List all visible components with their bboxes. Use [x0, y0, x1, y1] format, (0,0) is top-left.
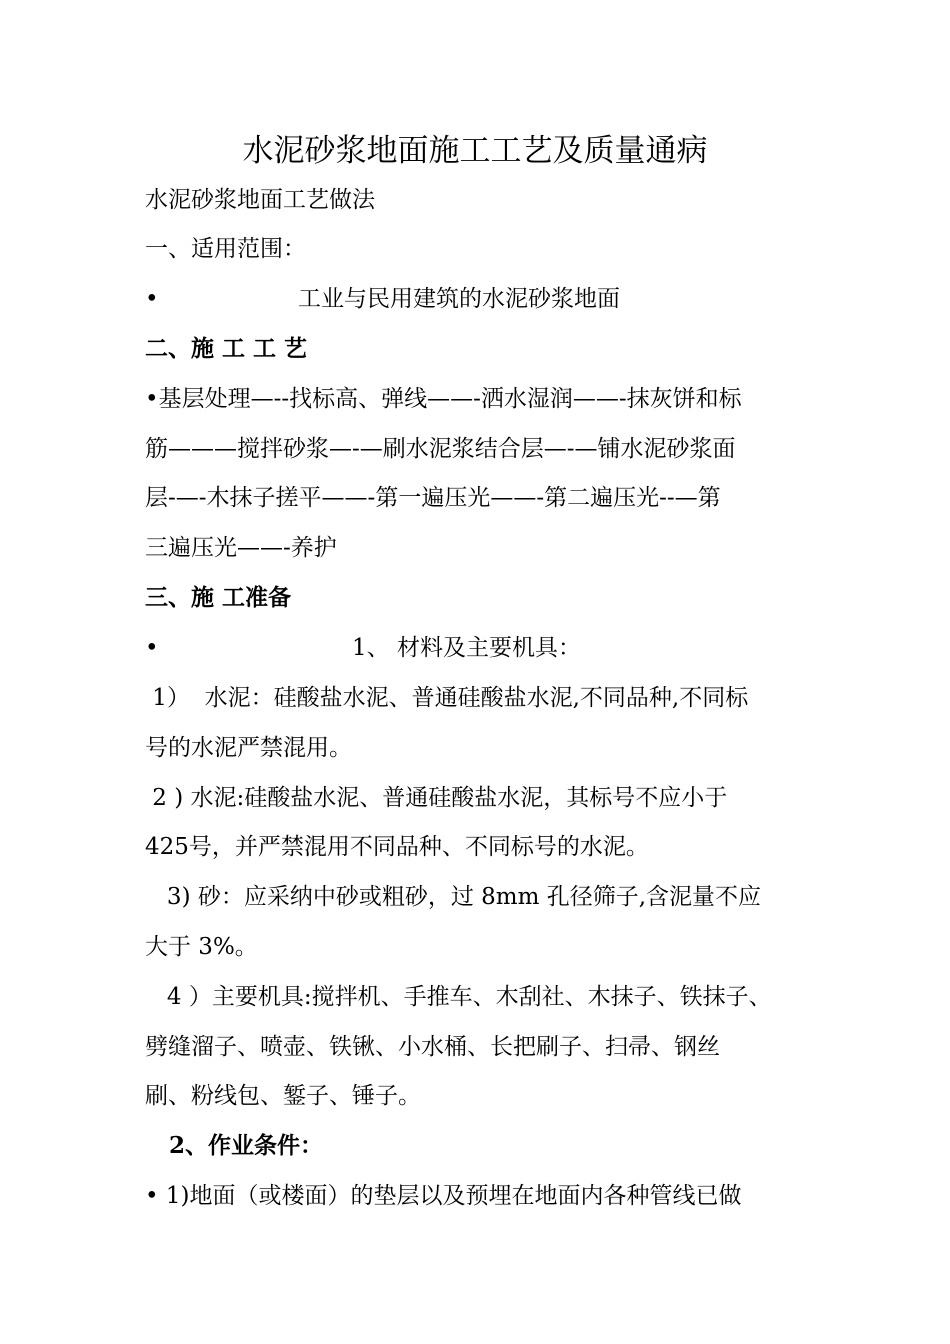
section-1-bullet: •	[145, 286, 159, 312]
section-2-line: 三遍压光——-养护	[145, 535, 337, 561]
section-3-heading: 三、施 工准备	[145, 584, 292, 611]
material-line: 号的水泥严禁混用。	[145, 735, 352, 761]
condition-line: • 1)地面（或楼面）的垫层以及预埋在地面内各种管线已做	[145, 1183, 742, 1209]
document-title: 水泥砂浆地面施工工艺及质量通病	[242, 133, 708, 169]
section-1-heading: 一、适用范围：	[145, 236, 306, 262]
document-subtitle: 水泥砂浆地面工艺做法	[145, 187, 375, 213]
material-line: 大于 3%。	[145, 934, 258, 960]
section-2-line: 层-—-木抹子搓平——-第一遍压光——-第二遍压光--—第	[145, 485, 721, 511]
material-line: 劈缝溜子、喷壶、铁锹、小水桶、长把刷子、扫帚、钢丝	[145, 1034, 720, 1060]
section-3-bullet: •	[145, 635, 159, 661]
section-1-item: 工业与民用建筑的水泥砂浆地面	[298, 286, 620, 312]
material-line: 4 ）主要机具:搅拌机、手推车、木刮社、木抹子、铁抹子、	[145, 984, 772, 1010]
material-line: 1） 水泥：硅酸盐水泥、普通硅酸盐水泥,不同品种,不同标	[145, 685, 749, 711]
section-3-item: 1、 材料及主要机具：	[352, 635, 581, 661]
material-line: 2 ) 水泥:硅酸盐水泥、普通硅酸盐水泥，其标号不应小于	[145, 785, 728, 811]
section-2-line: •基层处理—--找标高、弹线——-洒水湿润——-抹灰饼和标	[145, 386, 742, 412]
section-2-line: 筋———搅拌砂浆—-—刷水泥浆结合层—-—铺水泥砂浆面	[145, 436, 736, 462]
material-line: 3) 砂：应采纳中砂或粗砂，过 8mm 孔径筛子,含泥量不应	[145, 884, 762, 910]
material-line: 425号，并严禁混用不同品种、不同标号的水泥。	[145, 834, 649, 860]
section-3-sub2-heading: 2、作业条件：	[145, 1132, 324, 1159]
material-line: 刷、粉线包、錾子、锤子。	[145, 1083, 421, 1109]
section-2-heading: 二、施 工 工 艺	[145, 335, 308, 362]
